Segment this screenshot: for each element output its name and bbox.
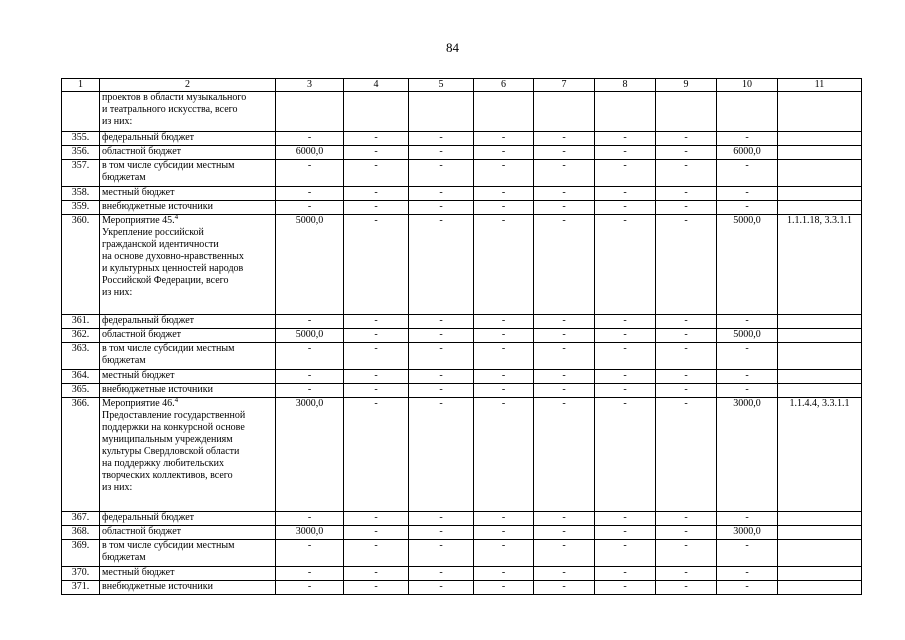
- row-number: 363.: [62, 343, 100, 370]
- value-cell: -: [595, 567, 656, 581]
- measure-title: Мероприятие 46.: [102, 398, 175, 409]
- value-cell: [344, 92, 409, 132]
- value-cell: -: [534, 201, 595, 215]
- value-cell: -: [534, 160, 595, 187]
- value-cell: -: [409, 146, 474, 160]
- row-description: в том числе субсидии местным бюджетам: [100, 343, 276, 370]
- value-cell: -: [474, 201, 534, 215]
- row-description: [100, 398, 276, 512]
- value-cell: -: [534, 567, 595, 581]
- value-cell: -: [344, 187, 409, 201]
- budget-table: [61, 78, 862, 595]
- target-code-cell: [778, 315, 862, 329]
- target-code-cell: 1.1.1.18, 3.3.1.1: [778, 215, 862, 315]
- value-cell: -: [276, 512, 344, 526]
- value-cell: -: [276, 384, 344, 398]
- value-cell: -: [717, 201, 778, 215]
- page-number: 84: [446, 40, 459, 55]
- value-cell: -: [595, 329, 656, 343]
- value-cell: -: [409, 398, 474, 512]
- value-cell: -: [344, 567, 409, 581]
- value-cell: -: [276, 132, 344, 146]
- table-row: [62, 567, 862, 581]
- value-cell: -: [344, 329, 409, 343]
- target-code-cell: [778, 567, 862, 581]
- row-description: внебюджетные источники: [100, 201, 276, 215]
- table-row: [62, 92, 862, 132]
- value-cell: -: [534, 526, 595, 540]
- value-cell: -: [656, 370, 717, 384]
- value-cell: [409, 92, 474, 132]
- value-cell: -: [344, 581, 409, 595]
- row-description: внебюджетные источники: [100, 581, 276, 595]
- column-number: 7: [534, 79, 595, 92]
- table-row: [62, 315, 862, 329]
- value-cell: -: [595, 315, 656, 329]
- row-number: 360.: [62, 215, 100, 315]
- row-description: федеральный бюджет: [100, 315, 276, 329]
- row-number: 365.: [62, 384, 100, 398]
- value-cell: -: [409, 526, 474, 540]
- row-number: 371.: [62, 581, 100, 595]
- value-cell: [534, 92, 595, 132]
- value-cell: -: [656, 567, 717, 581]
- value-cell: -: [474, 215, 534, 315]
- column-number: 9: [656, 79, 717, 92]
- value-cell: -: [656, 540, 717, 567]
- value-cell: 5000,0: [276, 329, 344, 343]
- value-cell: -: [717, 160, 778, 187]
- value-cell: -: [344, 540, 409, 567]
- value-cell: -: [534, 329, 595, 343]
- value-cell: -: [595, 540, 656, 567]
- value-cell: -: [595, 343, 656, 370]
- value-cell: -: [595, 512, 656, 526]
- value-cell: -: [656, 343, 717, 370]
- row-number: 359.: [62, 201, 100, 215]
- value-cell: -: [409, 215, 474, 315]
- value-cell: -: [656, 215, 717, 315]
- value-cell: -: [656, 201, 717, 215]
- value-cell: -: [717, 132, 778, 146]
- target-code-cell: [778, 526, 862, 540]
- value-cell: -: [409, 132, 474, 146]
- value-cell: -: [344, 160, 409, 187]
- row-description: местный бюджет: [100, 187, 276, 201]
- column-number: 10: [717, 79, 778, 92]
- value-cell: -: [409, 384, 474, 398]
- table-row: [62, 201, 862, 215]
- row-number: 368.: [62, 526, 100, 540]
- table-row: [62, 384, 862, 398]
- measure-description: Предоставление государственной поддержки на конкурсной основе муниципальным учреждениям культуры Свердловской области на поддержку любительских творческих коллективов, всего из них:: [102, 410, 246, 493]
- value-cell: -: [595, 370, 656, 384]
- value-cell: -: [409, 370, 474, 384]
- target-code-cell: [778, 201, 862, 215]
- column-number: 3: [276, 79, 344, 92]
- value-cell: -: [595, 526, 656, 540]
- target-code-cell: [778, 92, 862, 132]
- value-cell: -: [534, 540, 595, 567]
- value-cell: -: [595, 398, 656, 512]
- value-cell: -: [344, 132, 409, 146]
- target-code-cell: [778, 384, 862, 398]
- column-number: 2: [100, 79, 276, 92]
- table-row: [62, 160, 862, 187]
- value-cell: -: [409, 540, 474, 567]
- value-cell: -: [595, 215, 656, 315]
- table-row: [62, 526, 862, 540]
- value-cell: -: [344, 343, 409, 370]
- value-cell: 5000,0: [276, 215, 344, 315]
- row-number: 356.: [62, 146, 100, 160]
- value-cell: [656, 92, 717, 132]
- column-number: 1: [62, 79, 100, 92]
- value-cell: -: [276, 201, 344, 215]
- column-number: 4: [344, 79, 409, 92]
- value-cell: -: [717, 567, 778, 581]
- row-description: в том числе субсидии местным бюджетам: [100, 160, 276, 187]
- value-cell: -: [595, 384, 656, 398]
- row-number: 366.: [62, 398, 100, 512]
- value-cell: -: [474, 343, 534, 370]
- row-description: областной бюджет: [100, 526, 276, 540]
- target-code-cell: [778, 146, 862, 160]
- value-cell: -: [474, 315, 534, 329]
- value-cell: -: [276, 581, 344, 595]
- table-row: [62, 398, 862, 512]
- row-description: областной бюджет: [100, 146, 276, 160]
- value-cell: -: [474, 526, 534, 540]
- value-cell: -: [534, 398, 595, 512]
- value-cell: -: [717, 315, 778, 329]
- value-cell: -: [534, 384, 595, 398]
- value-cell: -: [656, 187, 717, 201]
- row-number: 355.: [62, 132, 100, 146]
- table-row: [62, 215, 862, 315]
- value-cell: -: [276, 160, 344, 187]
- value-cell: -: [474, 540, 534, 567]
- value-cell: -: [344, 315, 409, 329]
- value-cell: [276, 92, 344, 132]
- value-cell: -: [276, 315, 344, 329]
- value-cell: -: [344, 398, 409, 512]
- value-cell: -: [474, 370, 534, 384]
- table-row: [62, 187, 862, 201]
- value-cell: 3000,0: [717, 526, 778, 540]
- value-cell: -: [409, 315, 474, 329]
- value-cell: -: [534, 315, 595, 329]
- value-cell: 6000,0: [276, 146, 344, 160]
- value-cell: -: [717, 581, 778, 595]
- value-cell: -: [595, 201, 656, 215]
- value-cell: -: [656, 581, 717, 595]
- value-cell: -: [534, 512, 595, 526]
- value-cell: -: [344, 512, 409, 526]
- value-cell: -: [534, 581, 595, 595]
- value-cell: -: [656, 526, 717, 540]
- row-description: местный бюджет: [100, 567, 276, 581]
- value-cell: -: [656, 329, 717, 343]
- row-number: 369.: [62, 540, 100, 567]
- value-cell: -: [474, 398, 534, 512]
- value-cell: -: [276, 343, 344, 370]
- value-cell: -: [717, 512, 778, 526]
- value-cell: -: [409, 201, 474, 215]
- value-cell: -: [656, 512, 717, 526]
- value-cell: [474, 92, 534, 132]
- target-code-cell: [778, 512, 862, 526]
- value-cell: -: [656, 146, 717, 160]
- value-cell: -: [344, 370, 409, 384]
- value-cell: -: [344, 201, 409, 215]
- row-description: федеральный бюджет: [100, 512, 276, 526]
- table-row: [62, 512, 862, 526]
- target-code-cell: [778, 581, 862, 595]
- value-cell: -: [409, 512, 474, 526]
- value-cell: -: [717, 343, 778, 370]
- value-cell: -: [656, 315, 717, 329]
- value-cell: -: [656, 398, 717, 512]
- measure-description: Укрепление российской гражданской идентичности на основе духовно-нравственных и культурных ценностей народов Российской Федерации, всего из них:: [102, 227, 244, 298]
- row-number: 362.: [62, 329, 100, 343]
- value-cell: -: [344, 526, 409, 540]
- value-cell: -: [595, 187, 656, 201]
- value-cell: -: [595, 581, 656, 595]
- value-cell: -: [534, 146, 595, 160]
- value-cell: [717, 92, 778, 132]
- row-description: внебюджетные источники: [100, 384, 276, 398]
- value-cell: -: [534, 187, 595, 201]
- row-number: 367.: [62, 512, 100, 526]
- value-cell: -: [595, 132, 656, 146]
- value-cell: -: [474, 512, 534, 526]
- column-number: 8: [595, 79, 656, 92]
- target-code-cell: [778, 343, 862, 370]
- value-cell: -: [409, 567, 474, 581]
- target-code-cell: 1.1.4.4, 3.3.1.1: [778, 398, 862, 512]
- value-cell: -: [474, 567, 534, 581]
- value-cell: 3000,0: [717, 398, 778, 512]
- value-cell: -: [276, 540, 344, 567]
- value-cell: -: [656, 384, 717, 398]
- table-row: [62, 581, 862, 595]
- target-code-cell: [778, 540, 862, 567]
- target-code-cell: [778, 329, 862, 343]
- target-code-cell: [778, 370, 862, 384]
- value-cell: -: [595, 146, 656, 160]
- value-cell: -: [344, 146, 409, 160]
- row-description: проектов в области музыкального и театрального искусства, всего из них:: [100, 92, 276, 132]
- table-row: [62, 146, 862, 160]
- target-code-cell: [778, 187, 862, 201]
- value-cell: 6000,0: [717, 146, 778, 160]
- table-row: [62, 540, 862, 567]
- value-cell: -: [474, 132, 534, 146]
- row-number: 364.: [62, 370, 100, 384]
- value-cell: -: [656, 132, 717, 146]
- row-description: [100, 215, 276, 315]
- value-cell: -: [717, 187, 778, 201]
- value-cell: -: [717, 384, 778, 398]
- value-cell: 3000,0: [276, 398, 344, 512]
- measure-title: Мероприятие 45.: [102, 215, 175, 226]
- value-cell: [595, 92, 656, 132]
- value-cell: 3000,0: [276, 526, 344, 540]
- table-row: [62, 343, 862, 370]
- column-number: 5: [409, 79, 474, 92]
- value-cell: -: [409, 187, 474, 201]
- table-row: [62, 132, 862, 146]
- value-cell: -: [595, 160, 656, 187]
- table-row: [62, 329, 862, 343]
- value-cell: -: [276, 370, 344, 384]
- row-number: 358.: [62, 187, 100, 201]
- value-cell: -: [409, 343, 474, 370]
- row-description: федеральный бюджет: [100, 132, 276, 146]
- value-cell: -: [717, 370, 778, 384]
- value-cell: -: [474, 329, 534, 343]
- value-cell: -: [474, 160, 534, 187]
- target-code-cell: [778, 160, 862, 187]
- value-cell: -: [474, 146, 534, 160]
- row-description: в том числе субсидии местным бюджетам: [100, 540, 276, 567]
- value-cell: -: [344, 215, 409, 315]
- row-number: 361.: [62, 315, 100, 329]
- column-number-row: [62, 79, 862, 92]
- table-row: [62, 370, 862, 384]
- value-cell: -: [656, 160, 717, 187]
- row-description: местный бюджет: [100, 370, 276, 384]
- value-cell: -: [409, 581, 474, 595]
- column-number: 6: [474, 79, 534, 92]
- row-description: областной бюджет: [100, 329, 276, 343]
- footnote-mark: 4: [174, 396, 179, 404]
- value-cell: -: [717, 540, 778, 567]
- row-number: [62, 92, 100, 132]
- value-cell: -: [276, 567, 344, 581]
- value-cell: -: [344, 384, 409, 398]
- value-cell: -: [276, 187, 344, 201]
- column-number: 11: [778, 79, 862, 92]
- value-cell: -: [534, 343, 595, 370]
- row-number: 357.: [62, 160, 100, 187]
- value-cell: -: [534, 215, 595, 315]
- value-cell: 5000,0: [717, 215, 778, 315]
- value-cell: -: [474, 384, 534, 398]
- value-cell: 5000,0: [717, 329, 778, 343]
- target-code-cell: [778, 132, 862, 146]
- value-cell: -: [534, 370, 595, 384]
- value-cell: -: [474, 187, 534, 201]
- value-cell: -: [474, 581, 534, 595]
- value-cell: -: [409, 329, 474, 343]
- row-number: 370.: [62, 567, 100, 581]
- value-cell: -: [409, 160, 474, 187]
- value-cell: -: [534, 132, 595, 146]
- footnote-mark: 4: [174, 213, 179, 221]
